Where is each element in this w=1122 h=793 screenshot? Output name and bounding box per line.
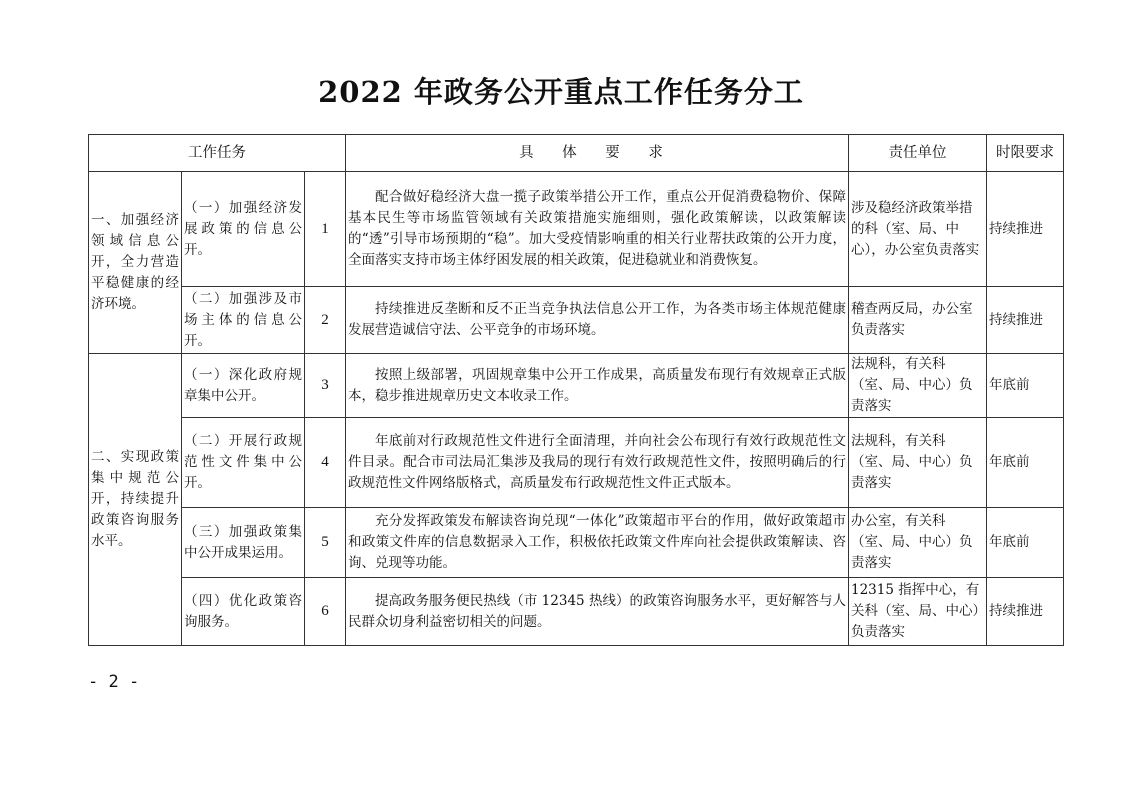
- subtask-cell: （二）开展行政规范性文件集中公开。: [182, 418, 305, 508]
- requirement-cell: 按照上级部署，巩固规章集中公开工作成果，高质量发布现行有效规章正式版本，稳步推进规章历史文本收录工作。: [346, 354, 849, 418]
- category-cell: 一、加强经济领域信息公开，全力营造平稳健康的经济环境。: [89, 172, 182, 354]
- header-task: 工作任务: [89, 135, 346, 172]
- unit-cell: 法规科，有关科（室、局、中心）负责落实: [849, 418, 987, 508]
- unit-cell: 稽查两反局，办公室负责落实: [849, 287, 987, 354]
- deadline-cell: 持续推进: [987, 172, 1064, 287]
- deadline-cell: 年底前: [987, 508, 1064, 578]
- deadline-cell: 持续推进: [987, 578, 1064, 646]
- requirement-cell: 配合做好稳经济大盘一揽子政策举措公开工作，重点公开促消费稳物价、保障基本民生等市场监管领域有关政策措施实施细则，强化政策解读，以政策解读的“透”引导市场预期的“稳”。加大受疫情影响重的相关行业帮扶政策的公开力度，全面落实支持市场主体纾困发展的相关政策，促进稳就业和消费恢复。: [346, 172, 849, 287]
- deadline-cell: 年底前: [987, 418, 1064, 508]
- table-row: [89, 418, 1064, 508]
- subtask-cell: （一）加强经济发展政策的信息公开。: [182, 172, 305, 287]
- row-number: 6: [305, 578, 346, 646]
- requirement-cell: 持续推进反垄断和反不正当竞争执法信息公开工作，为各类市场主体规范健康发展营造诚信守法、公平竞争的市场环境。: [346, 287, 849, 354]
- subtask-cell: （一）深化政府规章集中公开。: [182, 354, 305, 418]
- table-row: [89, 578, 1064, 646]
- requirement-cell: 充分发挥政策发布解读咨询兑现“一体化”政策超市平台的作用，做好政策超市和政策文件库的信息数据录入工作，积极依托政策文件库向社会提供政策解读、咨询、兑现等功能。: [346, 508, 849, 578]
- row-number: 1: [305, 172, 346, 287]
- subtask-cell: （三）加强政策集中公开成果运用。: [182, 508, 305, 578]
- row-number: 5: [305, 508, 346, 578]
- unit-cell: 涉及稳经济政策举措的科（室、局、中心），办公室负责落实: [849, 172, 987, 287]
- row-number: 4: [305, 418, 346, 508]
- header-deadline: 时限要求: [987, 135, 1064, 172]
- page-title: 2022 年政务公开重点工作任务分工: [318, 75, 804, 109]
- header-unit: 责任单位: [849, 135, 987, 172]
- unit-cell: 办公室，有关科（室、局、中心）负责落实: [849, 508, 987, 578]
- table-row: [89, 287, 1064, 354]
- deadline-cell: 年底前: [987, 354, 1064, 418]
- subtask-cell: （四）优化政策咨询服务。: [182, 578, 305, 646]
- table-row: [89, 172, 1064, 287]
- subtask-cell: （二）加强涉及市场主体的信息公开。: [182, 287, 305, 354]
- task-table: [88, 134, 1064, 646]
- table-row: [89, 354, 1064, 418]
- row-number: 3: [305, 354, 346, 418]
- header-requirement: 具 体 要 求: [346, 135, 849, 172]
- unit-cell: 12315 指挥中心，有关科（室、局、中心）负责落实: [849, 578, 987, 646]
- table-row: [89, 508, 1064, 578]
- requirement-cell: 提高政务服务便民热线（市 12345 热线）的政策咨询服务水平，更好解答与人民群众切身利益密切相关的问题。: [346, 578, 849, 646]
- requirement-cell: 年底前对行政规范性文件进行全面清理，并向社会公布现行有效行政规范性文件目录。配合市司法局汇集涉及我局的现行有效行政规范性文件，按照明确后的行政规范性文件网络版格式，高质量发布行政规范性文件正式版本。: [346, 418, 849, 508]
- category-cell: 二、实现政策集中规范公开，持续提升政策咨询服务水平。: [89, 354, 182, 646]
- table-header-row: [89, 135, 1064, 172]
- deadline-cell: 持续推进: [987, 287, 1064, 354]
- unit-cell: 法规科，有关科（室、局、中心）负责落实: [849, 354, 987, 418]
- row-number: 2: [305, 287, 346, 354]
- page-number: - 2 -: [88, 672, 140, 692]
